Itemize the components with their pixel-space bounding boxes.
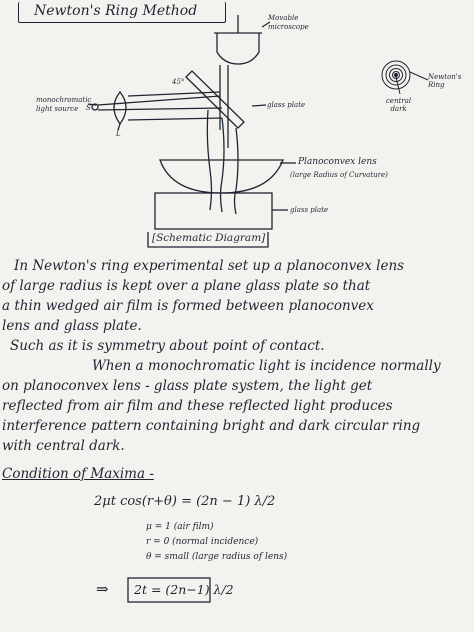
paragraph1-line: Such as it is symmetry about point of contact. [10, 338, 325, 354]
implies-arrow: ⇒ [96, 580, 109, 598]
paragraph2-line: interference pattern containing bright and dark circular ring [2, 418, 421, 434]
label-angle: 45° [172, 78, 185, 86]
page-title: Newton's Ring Method [34, 3, 198, 19]
label-glass-plate-top: glass plate [267, 101, 306, 109]
label-large-radius: (large Radius of Curvature) [290, 171, 388, 179]
label-glass-plate-bottom: glass plate [290, 206, 329, 214]
label-central-dark: central dark [386, 97, 412, 113]
bottom-glass-plate [155, 193, 272, 229]
paragraph1-line: In Newton's ring experimental set up a planoconvex lens [14, 258, 405, 274]
label-newtons-ring: Newton's Ring [428, 73, 462, 89]
label-S: S [86, 104, 91, 112]
label-planoconvex-lens: Planoconvex lens [298, 157, 377, 167]
diagram-caption: [Schematic Diagram] [152, 232, 266, 244]
maxima-note: r = 0 (normal incidence) [146, 537, 259, 547]
maxima-heading: Condition of Maxima - [2, 466, 154, 482]
label-L: L [116, 130, 121, 138]
label-light-source: monochromatic light source [36, 96, 92, 113]
paragraph2-line: When a monochromatic light is incidence normally [92, 358, 441, 374]
newtons-rings-icon [382, 61, 428, 94]
maxima-note: μ = 1 (air film) [146, 522, 214, 532]
maxima-result: 2t = (2n−1) λ/2 [134, 582, 234, 597]
maxima-equation: 2μt cos(r+θ) = (2n − 1) λ/2 [94, 494, 276, 509]
paragraph2-line: reflected from air film and these reflected light produces [2, 398, 393, 414]
paragraph1-line: lens and glass plate. [2, 318, 142, 334]
label-movable-microscope: Movable microscope [268, 14, 309, 31]
condenser-lens [114, 92, 126, 124]
planoconvex-lens [160, 160, 283, 193]
beam-splitter-plate [186, 71, 244, 128]
paragraph2-line: with central dark. [2, 438, 125, 454]
maxima-note: θ = small (large radius of lens) [146, 552, 288, 562]
paragraph2-line: on planoconvex lens - glass plate system, the light get [2, 378, 373, 394]
paragraph1-line: a thin wedged air film is formed between planoconvex [2, 298, 374, 314]
microscope-body [217, 33, 259, 64]
paragraph1-line: of large radius is kept over a plane glass plate so that [2, 278, 371, 294]
